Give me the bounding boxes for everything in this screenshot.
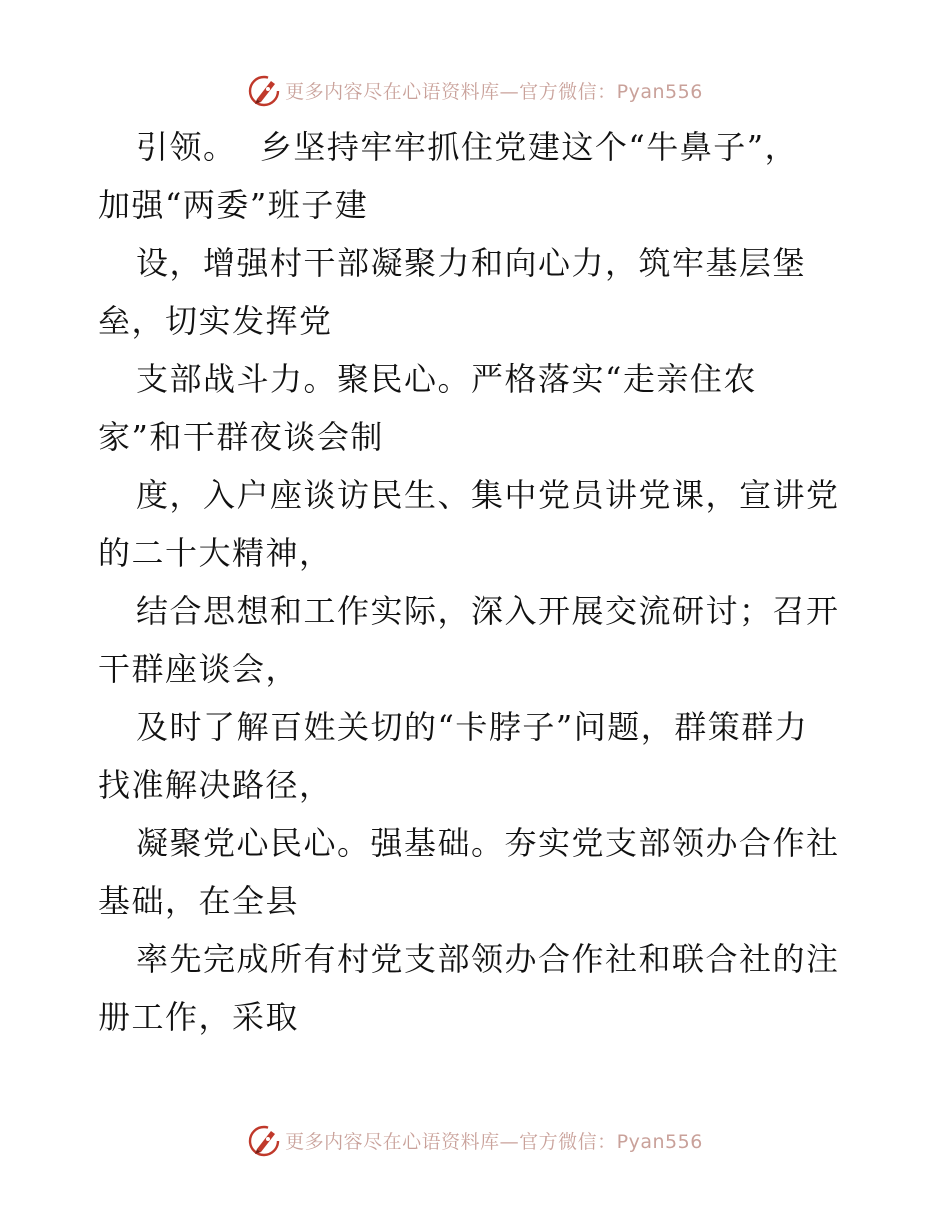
paragraph-line: 垒，切实发挥党: [98, 302, 333, 340]
paragraph: [98, 466, 858, 582]
header-watermark: [0, 70, 950, 110]
paragraph: [98, 582, 858, 698]
paragraph-line: 的二十大精神，: [98, 534, 333, 572]
watermark-wechat-id: Pyan556: [616, 1130, 703, 1153]
watermark-label: 更多内容尽在心语资料库—官方微信：: [285, 80, 617, 103]
paragraph-line: 及时了解百姓关切的“卡脖子”问题，群策群力: [136, 708, 809, 746]
watermark-text: [285, 77, 703, 104]
paragraph: [98, 350, 858, 466]
paragraph-line: 凝聚党心民心。强基础。夯实党支部领办合作社: [136, 824, 840, 862]
paragraph-line: 引领。 乡坚持牢牢抓住党建这个“牛鼻子”，: [136, 128, 799, 166]
paragraph-line: 加强“两委”班子建: [98, 186, 369, 224]
document-body: [98, 118, 858, 1046]
footer-watermark: [0, 1120, 950, 1160]
paragraph: [98, 118, 858, 234]
paragraph: [98, 930, 858, 1046]
paragraph-line: 基础，在全县: [98, 882, 300, 920]
paragraph-line: 度，入户座谈访民生、集中党员讲党课，宣讲党: [136, 476, 840, 514]
paragraph-line: 干群座谈会，: [98, 650, 300, 688]
paragraph-line: 支部战斗力。聚民心。严格落实“走亲住农: [136, 360, 757, 398]
pen-logo-icon: [247, 1122, 283, 1158]
paragraph-line: 结合思想和工作实际，深入开展交流研讨；召开: [136, 592, 840, 630]
watermark-label: 更多内容尽在心语资料库—官方微信：: [285, 1130, 617, 1153]
paragraph: [98, 234, 858, 350]
paragraph: [98, 698, 858, 814]
paragraph-line: 率先完成所有村党支部领办合作社和联合社的注: [136, 940, 840, 978]
paragraph-line: 家”和干群夜谈会制: [98, 418, 384, 456]
watermark-wechat-id: Pyan556: [616, 80, 703, 103]
paragraph-line: 找准解决路径，: [98, 766, 333, 804]
paragraph-line: 设，增强村干部凝聚力和向心力，筑牢基层堡: [136, 244, 807, 282]
paragraph-line: 册工作，采取: [98, 998, 300, 1036]
paragraph: [98, 814, 858, 930]
watermark-text: [285, 1127, 703, 1154]
pen-logo-icon: [247, 72, 283, 108]
